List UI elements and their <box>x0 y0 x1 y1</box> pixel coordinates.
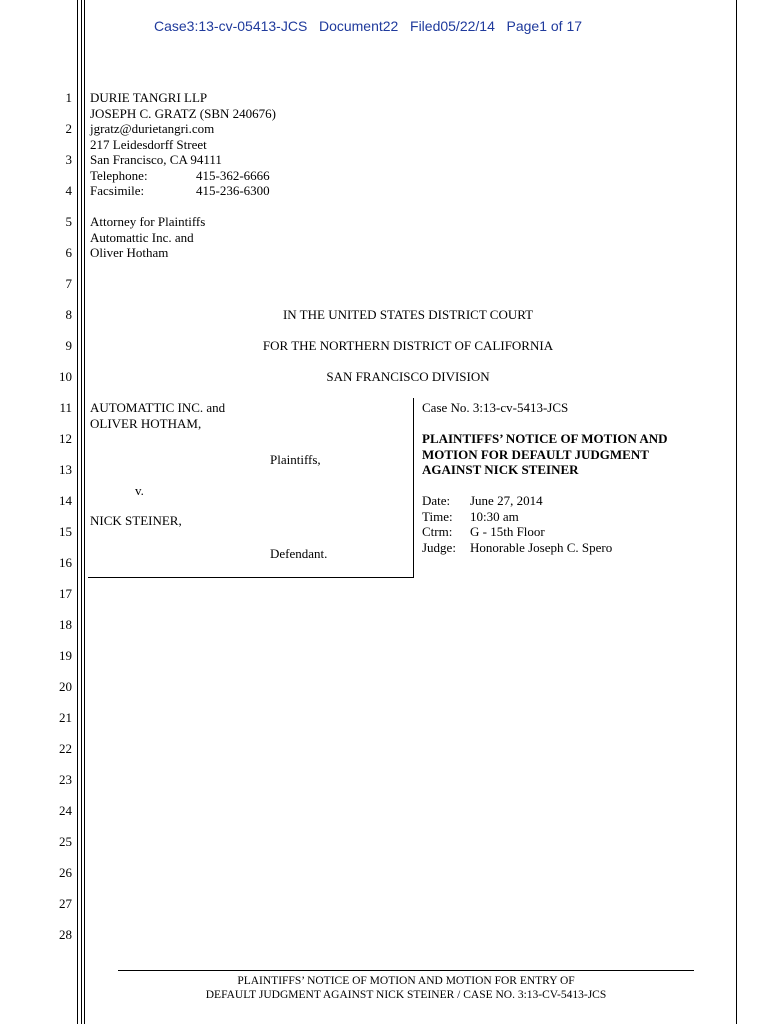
case-number: Case No. 3:13-cv-5413-JCS <box>422 400 569 415</box>
line-number: 20 <box>59 679 72 694</box>
court-title-line-1: IN THE UNITED STATES DISTRICT COURT <box>282 307 534 322</box>
line-number: 16 <box>59 555 72 570</box>
line-number: 5 <box>65 214 72 229</box>
court-title-line-2: FOR THE NORTHERN DISTRICT OF CALIFORNIA <box>262 338 554 353</box>
line-number: 1 <box>65 90 72 105</box>
page-footer <box>118 970 694 1002</box>
line-number: 26 <box>59 865 72 880</box>
line-number: 3 <box>65 152 72 167</box>
line-number: 8 <box>65 307 72 322</box>
caption-divider-bottom <box>88 577 414 578</box>
left-margin-rule-1 <box>77 0 78 1024</box>
facsimile-number: 415-236-6300 <box>196 183 270 198</box>
firm-name: DURIE TANGRI LLP <box>90 90 208 105</box>
line-number: 10 <box>59 369 72 384</box>
line-number: 19 <box>59 648 72 663</box>
line-number: 27 <box>59 896 72 911</box>
hearing-date-row <box>422 493 543 509</box>
line-number: 18 <box>59 617 72 632</box>
line-number: 23 <box>59 772 72 787</box>
line-number: 21 <box>59 710 72 725</box>
document-title-line-1: PLAINTIFFS’ NOTICE OF MOTION AND <box>422 431 668 446</box>
attorney-email: jgratz@durietangri.com <box>90 121 215 136</box>
plaintiff-name-1: AUTOMATTIC INC. and <box>90 400 226 415</box>
line-number: 28 <box>59 927 72 942</box>
versus: v. <box>135 483 144 498</box>
city-address: San Francisco, CA 94111 <box>90 152 222 167</box>
document-title-line-2: MOTION FOR DEFAULT JUDGMENT <box>422 446 649 462</box>
attorney-for-line-2: Automattic Inc. and <box>90 229 194 245</box>
hearing-date: June 27, 2014 <box>470 493 543 508</box>
hearing-time: 10:30 am <box>470 508 519 524</box>
hearing-date-label: Date: <box>422 493 451 508</box>
attorney-name: JOSEPH C. GRATZ (SBN 240676) <box>90 105 276 121</box>
line-number: 7 <box>65 276 72 291</box>
attorney-for-line-3: Oliver Hotham <box>90 245 169 260</box>
telephone-number: 415-362-6666 <box>196 167 270 183</box>
courtroom-label: Ctrm: <box>422 524 453 539</box>
attorney-for-line-1: Attorney for Plaintiffs <box>90 214 206 229</box>
plaintiff-name-2: OLIVER HOTHAM, <box>90 415 202 431</box>
caption-divider-vertical <box>413 398 414 578</box>
line-number: 11 <box>59 400 72 415</box>
left-margin-rule-3 <box>84 0 85 1024</box>
line-number: 4 <box>65 183 72 198</box>
judge-label: Judge: <box>422 539 456 555</box>
judge-row <box>422 540 612 556</box>
line-number: 6 <box>65 245 72 260</box>
line-number: 9 <box>65 338 72 353</box>
right-margin-rule <box>736 0 737 1024</box>
courtroom: G - 15th Floor <box>470 524 545 539</box>
court-title-line-3: SAN FRANCISCO DIVISION <box>326 369 490 384</box>
footer-line-1: PLAINTIFFS’ NOTICE OF MOTION AND MOTION FOR ENTRY OF <box>237 975 575 987</box>
judge-name: Honorable Joseph C. Spero <box>470 539 613 555</box>
telephone-label: Telephone: <box>90 167 148 183</box>
street-address: 217 Leidesdorff Street <box>90 136 207 152</box>
line-number: 24 <box>59 803 72 818</box>
line-number: 2 <box>65 121 72 136</box>
defendant-name: NICK STEINER, <box>90 513 182 528</box>
facsimile-label: Facsimile: <box>90 183 145 198</box>
plaintiffs-role: Plaintiffs, <box>270 452 321 467</box>
line-number: 13 <box>59 462 72 477</box>
left-margin-rule-2 <box>81 0 82 1024</box>
line-number: 22 <box>59 741 72 756</box>
hearing-time-row <box>422 509 519 525</box>
line-number: 25 <box>59 834 72 849</box>
document-title-line-3: AGAINST NICK STEINER <box>422 462 579 477</box>
line-number: 17 <box>59 586 72 601</box>
hearing-time-label: Time: <box>422 508 453 524</box>
footer-line-2: DEFAULT JUDGMENT AGAINST NICK STEINER / CASE NO. 3:13-CV-5413-JCS <box>205 989 607 1001</box>
line-number: 12 <box>59 431 72 446</box>
ecf-header-stamp: Case3:13-cv-05413-JCS Document22 Filed05/22/14 Page1 of 17 <box>154 18 583 34</box>
defendant-role: Defendant. <box>270 546 328 561</box>
line-number: 15 <box>59 524 72 539</box>
courtroom-row <box>422 524 545 540</box>
line-number: 14 <box>59 493 72 508</box>
